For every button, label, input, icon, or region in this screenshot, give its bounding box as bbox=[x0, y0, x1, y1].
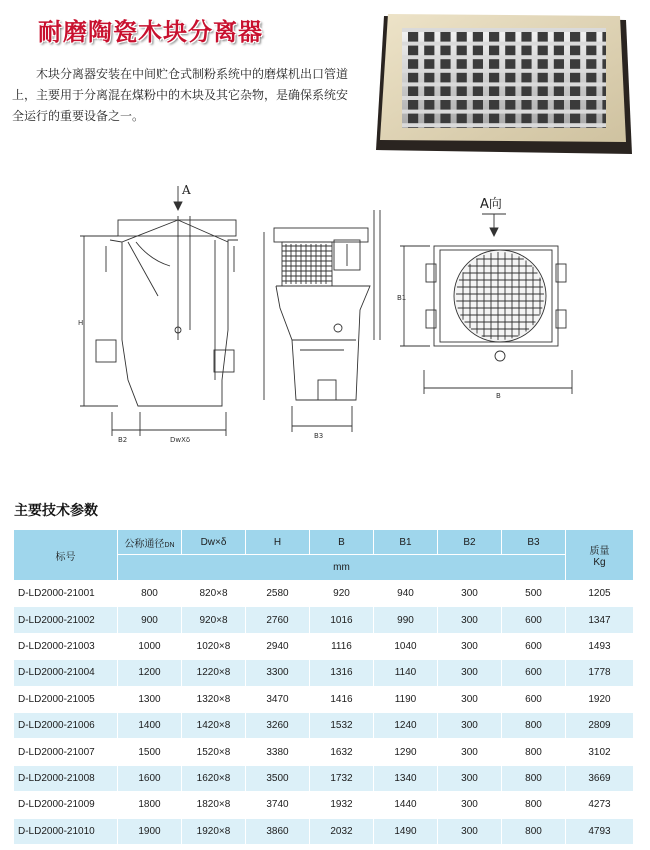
cell-b1: 1040 bbox=[374, 634, 438, 660]
table-row bbox=[14, 634, 634, 660]
cell-b3: 600 bbox=[502, 660, 566, 686]
page-title: 耐磨陶瓷木块分离器 bbox=[38, 18, 263, 46]
cell-b1: 1340 bbox=[374, 766, 438, 792]
header-mass bbox=[566, 530, 634, 581]
cell-b3: 800 bbox=[502, 792, 566, 818]
header-b2: B2 bbox=[438, 530, 502, 555]
side-view bbox=[264, 210, 380, 432]
dim-b: B bbox=[496, 392, 501, 400]
cell-b2: 300 bbox=[438, 660, 502, 686]
cell-b2: 300 bbox=[438, 634, 502, 660]
cell-b1: 1440 bbox=[374, 792, 438, 818]
cell-b1: 940 bbox=[374, 581, 438, 607]
cell-b1: 990 bbox=[374, 607, 438, 633]
table-row bbox=[14, 713, 634, 739]
cell-dw: 1820×8 bbox=[182, 792, 246, 818]
header-dn-main: 公称通径 bbox=[124, 538, 165, 550]
view-a bbox=[400, 214, 572, 394]
cell-dn: 1900 bbox=[118, 819, 182, 845]
cell-mass: 1493 bbox=[566, 634, 634, 660]
cell-dn: 800 bbox=[118, 581, 182, 607]
cell-mass: 4793 bbox=[566, 819, 634, 845]
cell-h: 3470 bbox=[246, 687, 310, 713]
cell-b: 1632 bbox=[310, 739, 374, 765]
dim-b2: B2 bbox=[118, 436, 128, 444]
cell-b: 920 bbox=[310, 581, 374, 607]
cell-dn: 1300 bbox=[118, 687, 182, 713]
cell-dn: 1500 bbox=[118, 739, 182, 765]
cell-b3: 600 bbox=[502, 687, 566, 713]
cell-h: 3260 bbox=[246, 713, 310, 739]
cell-b1: 1290 bbox=[374, 739, 438, 765]
cell-b: 1316 bbox=[310, 660, 374, 686]
cell-h: 2580 bbox=[246, 581, 310, 607]
header-unit: mm bbox=[118, 555, 566, 581]
cell-b2: 300 bbox=[438, 607, 502, 633]
cell-mass: 4273 bbox=[566, 792, 634, 818]
cell-b1: 1240 bbox=[374, 713, 438, 739]
cell-b1: 1140 bbox=[374, 660, 438, 686]
cell-b3: 800 bbox=[502, 819, 566, 845]
header-h: H bbox=[246, 530, 310, 555]
cell-h: 3500 bbox=[246, 766, 310, 792]
header-dn bbox=[118, 530, 182, 555]
cell-dw: 820×8 bbox=[182, 581, 246, 607]
cell-dw: 1420×8 bbox=[182, 713, 246, 739]
cell-mass: 2809 bbox=[566, 713, 634, 739]
cell-h: 3380 bbox=[246, 739, 310, 765]
spec-section-title: 主要技术参数 bbox=[14, 503, 98, 519]
cell-b1: 1190 bbox=[374, 687, 438, 713]
cell-model: D-LD2000-21002 bbox=[14, 607, 118, 633]
cell-mass: 1920 bbox=[566, 687, 634, 713]
cell-model: D-LD2000-21010 bbox=[14, 819, 118, 845]
cell-b3: 800 bbox=[502, 713, 566, 739]
cell-dn: 1400 bbox=[118, 713, 182, 739]
cell-b2: 300 bbox=[438, 766, 502, 792]
header-b1: B1 bbox=[374, 530, 438, 555]
cell-h: 2760 bbox=[246, 607, 310, 633]
arrow-label: A bbox=[182, 183, 191, 197]
intro-paragraph: 木块分离器安装在中间贮仓式制粉系统中的磨煤机出口管道上，主要用于分离混在煤粉中的木块及其它杂物，是确保系统安全运行的重要设备之一。 bbox=[12, 67, 349, 123]
header-b3: B3 bbox=[502, 530, 566, 555]
cell-model: D-LD2000-21005 bbox=[14, 687, 118, 713]
cell-mass: 3102 bbox=[566, 739, 634, 765]
dim-b1: B1 bbox=[397, 294, 407, 302]
table-row bbox=[14, 607, 634, 633]
table-row bbox=[14, 581, 634, 607]
dim-b3: B3 bbox=[314, 432, 324, 440]
cell-mass: 3669 bbox=[566, 766, 634, 792]
table-row bbox=[14, 739, 634, 765]
cell-dw: 1320×8 bbox=[182, 687, 246, 713]
engineering-drawings bbox=[0, 180, 650, 450]
cell-b3: 500 bbox=[502, 581, 566, 607]
cell-dw: 920×8 bbox=[182, 607, 246, 633]
cell-dw: 1520×8 bbox=[182, 739, 246, 765]
cell-model: D-LD2000-21007 bbox=[14, 739, 118, 765]
cell-b2: 300 bbox=[438, 713, 502, 739]
header-b: B bbox=[310, 530, 374, 555]
cell-mass: 1347 bbox=[566, 607, 634, 633]
cell-b: 1732 bbox=[310, 766, 374, 792]
cell-b3: 800 bbox=[502, 766, 566, 792]
cell-h: 3860 bbox=[246, 819, 310, 845]
cell-model: D-LD2000-21001 bbox=[14, 581, 118, 607]
dim-h: H bbox=[78, 319, 84, 327]
header-model: 标号 bbox=[14, 530, 118, 581]
cell-b: 1116 bbox=[310, 634, 374, 660]
table-row bbox=[14, 660, 634, 686]
cell-mass: 1205 bbox=[566, 581, 634, 607]
cell-b2: 300 bbox=[438, 581, 502, 607]
cell-b2: 300 bbox=[438, 687, 502, 713]
spec-table bbox=[14, 530, 634, 845]
cell-b: 1016 bbox=[310, 607, 374, 633]
cell-b3: 600 bbox=[502, 634, 566, 660]
cell-h: 3740 bbox=[246, 792, 310, 818]
cell-dw: 1020×8 bbox=[182, 634, 246, 660]
cell-b2: 300 bbox=[438, 792, 502, 818]
cell-dw: 1920×8 bbox=[182, 819, 246, 845]
product-photo bbox=[374, 14, 634, 154]
cell-dn: 1800 bbox=[118, 792, 182, 818]
view-label: A向 bbox=[480, 197, 502, 212]
cell-dn: 1000 bbox=[118, 634, 182, 660]
cell-dn: 1200 bbox=[118, 660, 182, 686]
cell-model: D-LD2000-21009 bbox=[14, 792, 118, 818]
cell-dw: 1620×8 bbox=[182, 766, 246, 792]
cell-b: 1932 bbox=[310, 792, 374, 818]
cell-model: D-LD2000-21008 bbox=[14, 766, 118, 792]
cell-dn: 900 bbox=[118, 607, 182, 633]
cell-b3: 600 bbox=[502, 607, 566, 633]
cell-dw: 1220×8 bbox=[182, 660, 246, 686]
cell-h: 3300 bbox=[246, 660, 310, 686]
cell-h: 2940 bbox=[246, 634, 310, 660]
cell-b2: 300 bbox=[438, 739, 502, 765]
cell-mass: 1778 bbox=[566, 660, 634, 686]
cell-b3: 800 bbox=[502, 739, 566, 765]
cell-model: D-LD2000-21004 bbox=[14, 660, 118, 686]
cell-b1: 1490 bbox=[374, 819, 438, 845]
cell-model: D-LD2000-21003 bbox=[14, 634, 118, 660]
header-dw: Dw×δ bbox=[182, 530, 246, 555]
front-view bbox=[80, 186, 238, 436]
header-mass-unit: Kg bbox=[593, 557, 606, 568]
cell-b2: 300 bbox=[438, 819, 502, 845]
dim-dw: DwXδ bbox=[170, 436, 191, 444]
cell-model: D-LD2000-21006 bbox=[14, 713, 118, 739]
table-row bbox=[14, 819, 634, 845]
cell-b: 1416 bbox=[310, 687, 374, 713]
table-row bbox=[14, 766, 634, 792]
cell-dn: 1600 bbox=[118, 766, 182, 792]
header-dn-sub: DN bbox=[164, 541, 175, 549]
table-row bbox=[14, 687, 634, 713]
cell-b: 1532 bbox=[310, 713, 374, 739]
header-mass-label: 质量 bbox=[589, 546, 610, 557]
cell-b: 2032 bbox=[310, 819, 374, 845]
table-row bbox=[14, 792, 634, 818]
